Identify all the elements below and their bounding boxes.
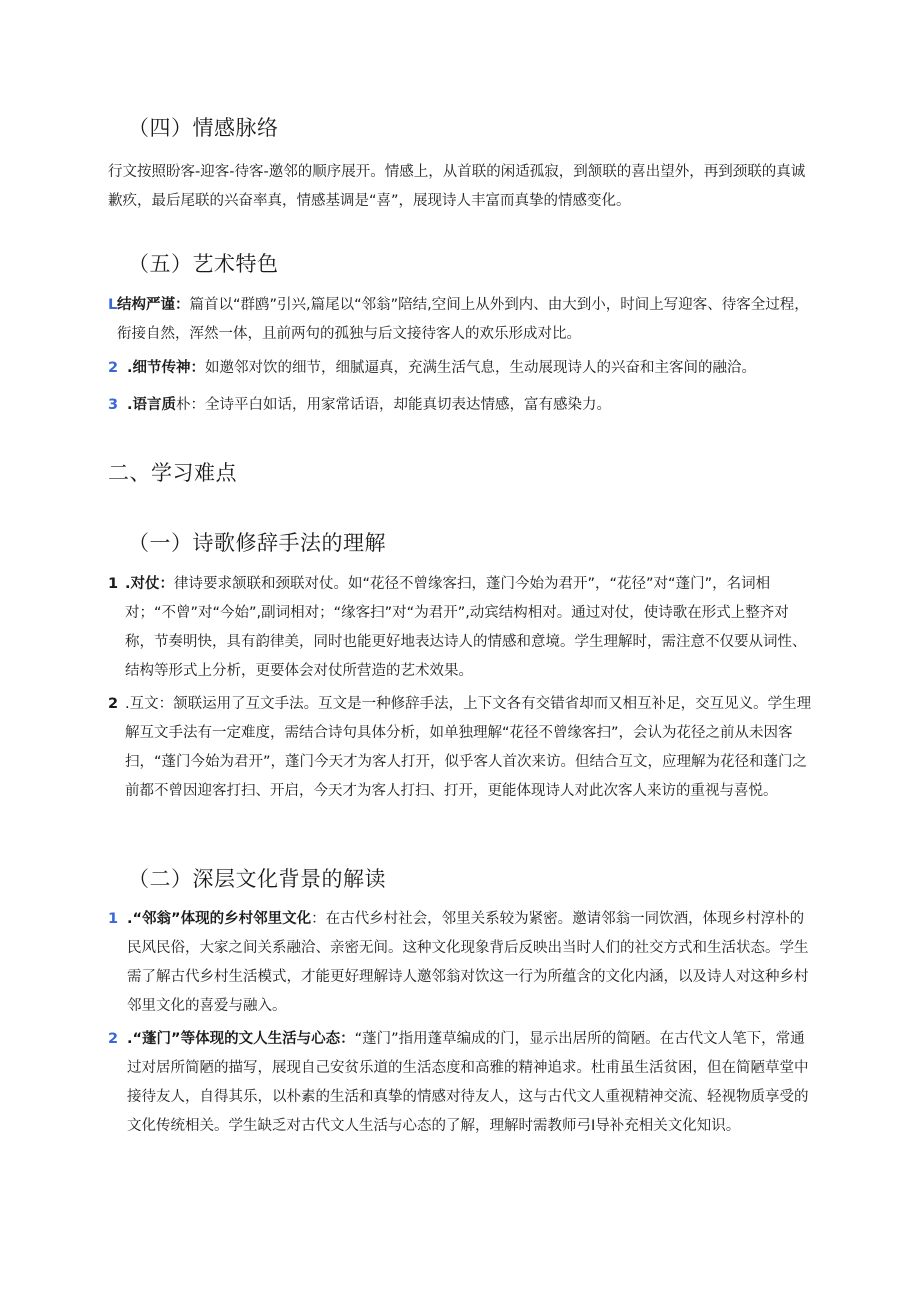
list-item-lead: .语言质 [127, 397, 177, 413]
list-item-lead: 结构严谨： [117, 297, 190, 313]
list-item-structure [108, 291, 816, 349]
list-item-text: 如邀邻对饮的细节，细腻逼真，充满生活气息，生动展现诗人的兴奋和主客间的融洽。 [205, 360, 757, 376]
list-number: 1 [108, 911, 119, 927]
list-item-intertext [108, 690, 816, 806]
list-item-text: “蓬门”指用蓬草编成的门，显示出居所的简陋。在古代文人笔下，常通过对居所简陋的描写，展现自己安贫乐道的生活态度和高雅的精神追求。杜甫虽生活贫困，但在简陋草堂中接待友人，自得其乐，以朴素的生活和真挚的情感对待友人，这与古代文人重视精神交流、轻视物质享受的文化传统相关。学生缺乏对古代文人生活与心态的了解，理解时需教师弓I导补充相关文化知识。 [127, 1031, 809, 1134]
list-item-literati-life [108, 1025, 816, 1141]
list-item-lead: .细节传神： [127, 360, 206, 376]
list-item-neighbor-culture [108, 905, 816, 1021]
list-item-text: 篇首以“群鸥”引兴,篇尾以“邻翁”陪结,空间上从外到内、由大到小，时间上写迎客、待客全过程，衔接自然，浑然一体，且前两句的孤独与后文接待客人的欢乐形成对比。 [117, 297, 809, 342]
list-item-lead: .“蓬门”等体现的文人生活与心态： [127, 1031, 355, 1047]
list-number: 2 [108, 1031, 119, 1047]
list-number: L [108, 297, 118, 313]
section-heading-culture: （二）深层文化背景的解读 [128, 867, 386, 891]
list-number: 2 [108, 696, 119, 712]
list-item-detail [108, 354, 816, 383]
section-paragraph-emotion: 行文按照盼客-迎客-待客-邀邻的顺序展开。情感上，从首联的闲适孤寂，到颔联的喜出望外，再到颈联的真诚歉疚，最后尾联的兴奋率真，情感基调是“喜”，展现诗人丰富而真挚的情感变化。 [108, 164, 806, 209]
list-item-text: 律诗要求颔联和颈联对仗。如“花径不曾缘客扫，蓬门今始为君开”，“花径”对“蓬门”，名词相对；“不曾”对“今始”,副词相对；“缘客扫”对“为君开”,动宾结构相对。通过对仗，使诗歌在形式上整齐对称，节奏明快，具有韵律美，同时也能更好地表达诗人的情感和意境。学生理解时，需注意不仅要从词性、结构等形式上分析，更要体会对仗所营造的艺术效果。 [125, 576, 807, 679]
list-number: 1 [108, 576, 119, 592]
list-item-text: ：在古代乡村社会，邻里关系较为紧密。邀请邻翁一同饮酒，体现乡村淳朴的民风民俗，大家之间关系融洽、亲密无间。这种文化现象背后反映出当时人们的社交方式和生活状态。学生需了解古代乡村生活模式，才能更好理解诗人邀邻翁对饮这一行为所蕴含的文化内涵，以及诗人对这种乡村邻里文化的喜爱与融入。 [127, 911, 809, 1014]
list-number: 2 [108, 360, 119, 376]
section-heading-rhetoric: （一）诗歌修辞手法的理解 [128, 531, 386, 555]
list-number: 3 [108, 397, 119, 413]
list-item-text: 朴：全诗平白如话，用家常话语，却能真切表达情感，富有感染力。 [176, 397, 612, 413]
list-item-lead: .“邻翁”体现的乡村邻里文化 [127, 911, 312, 927]
list-item-text: .互文：颔联运用了互文手法。互文是一种修辞手法，上下文各有交错省却而又相互补足，交互见义。学生理解互文手法有一定难度，需结合诗句具体分析，如单独理解“花径不曾缘客扫”，会认为花径之前从未因客扫，“蓬门今始为君开”，蓬门今天才为客人打开，似乎客人首次来访。但结合互文，应理解为花径和蓬门之前都不曾因迎客打扫、开启，今天才为客人打扫、打开，更能体现诗人对此次客人来访的重视与喜悦。 [125, 696, 812, 799]
list-item-lead: .对仗： [125, 576, 175, 592]
section-heading-emotion: （四）情感脉络 [128, 116, 279, 140]
part-heading-difficulties: 二、学习难点 [108, 461, 237, 485]
list-item-antithesis [108, 570, 816, 686]
section-heading-art: （五）艺术特色 [128, 252, 279, 276]
list-item-language [108, 391, 816, 420]
